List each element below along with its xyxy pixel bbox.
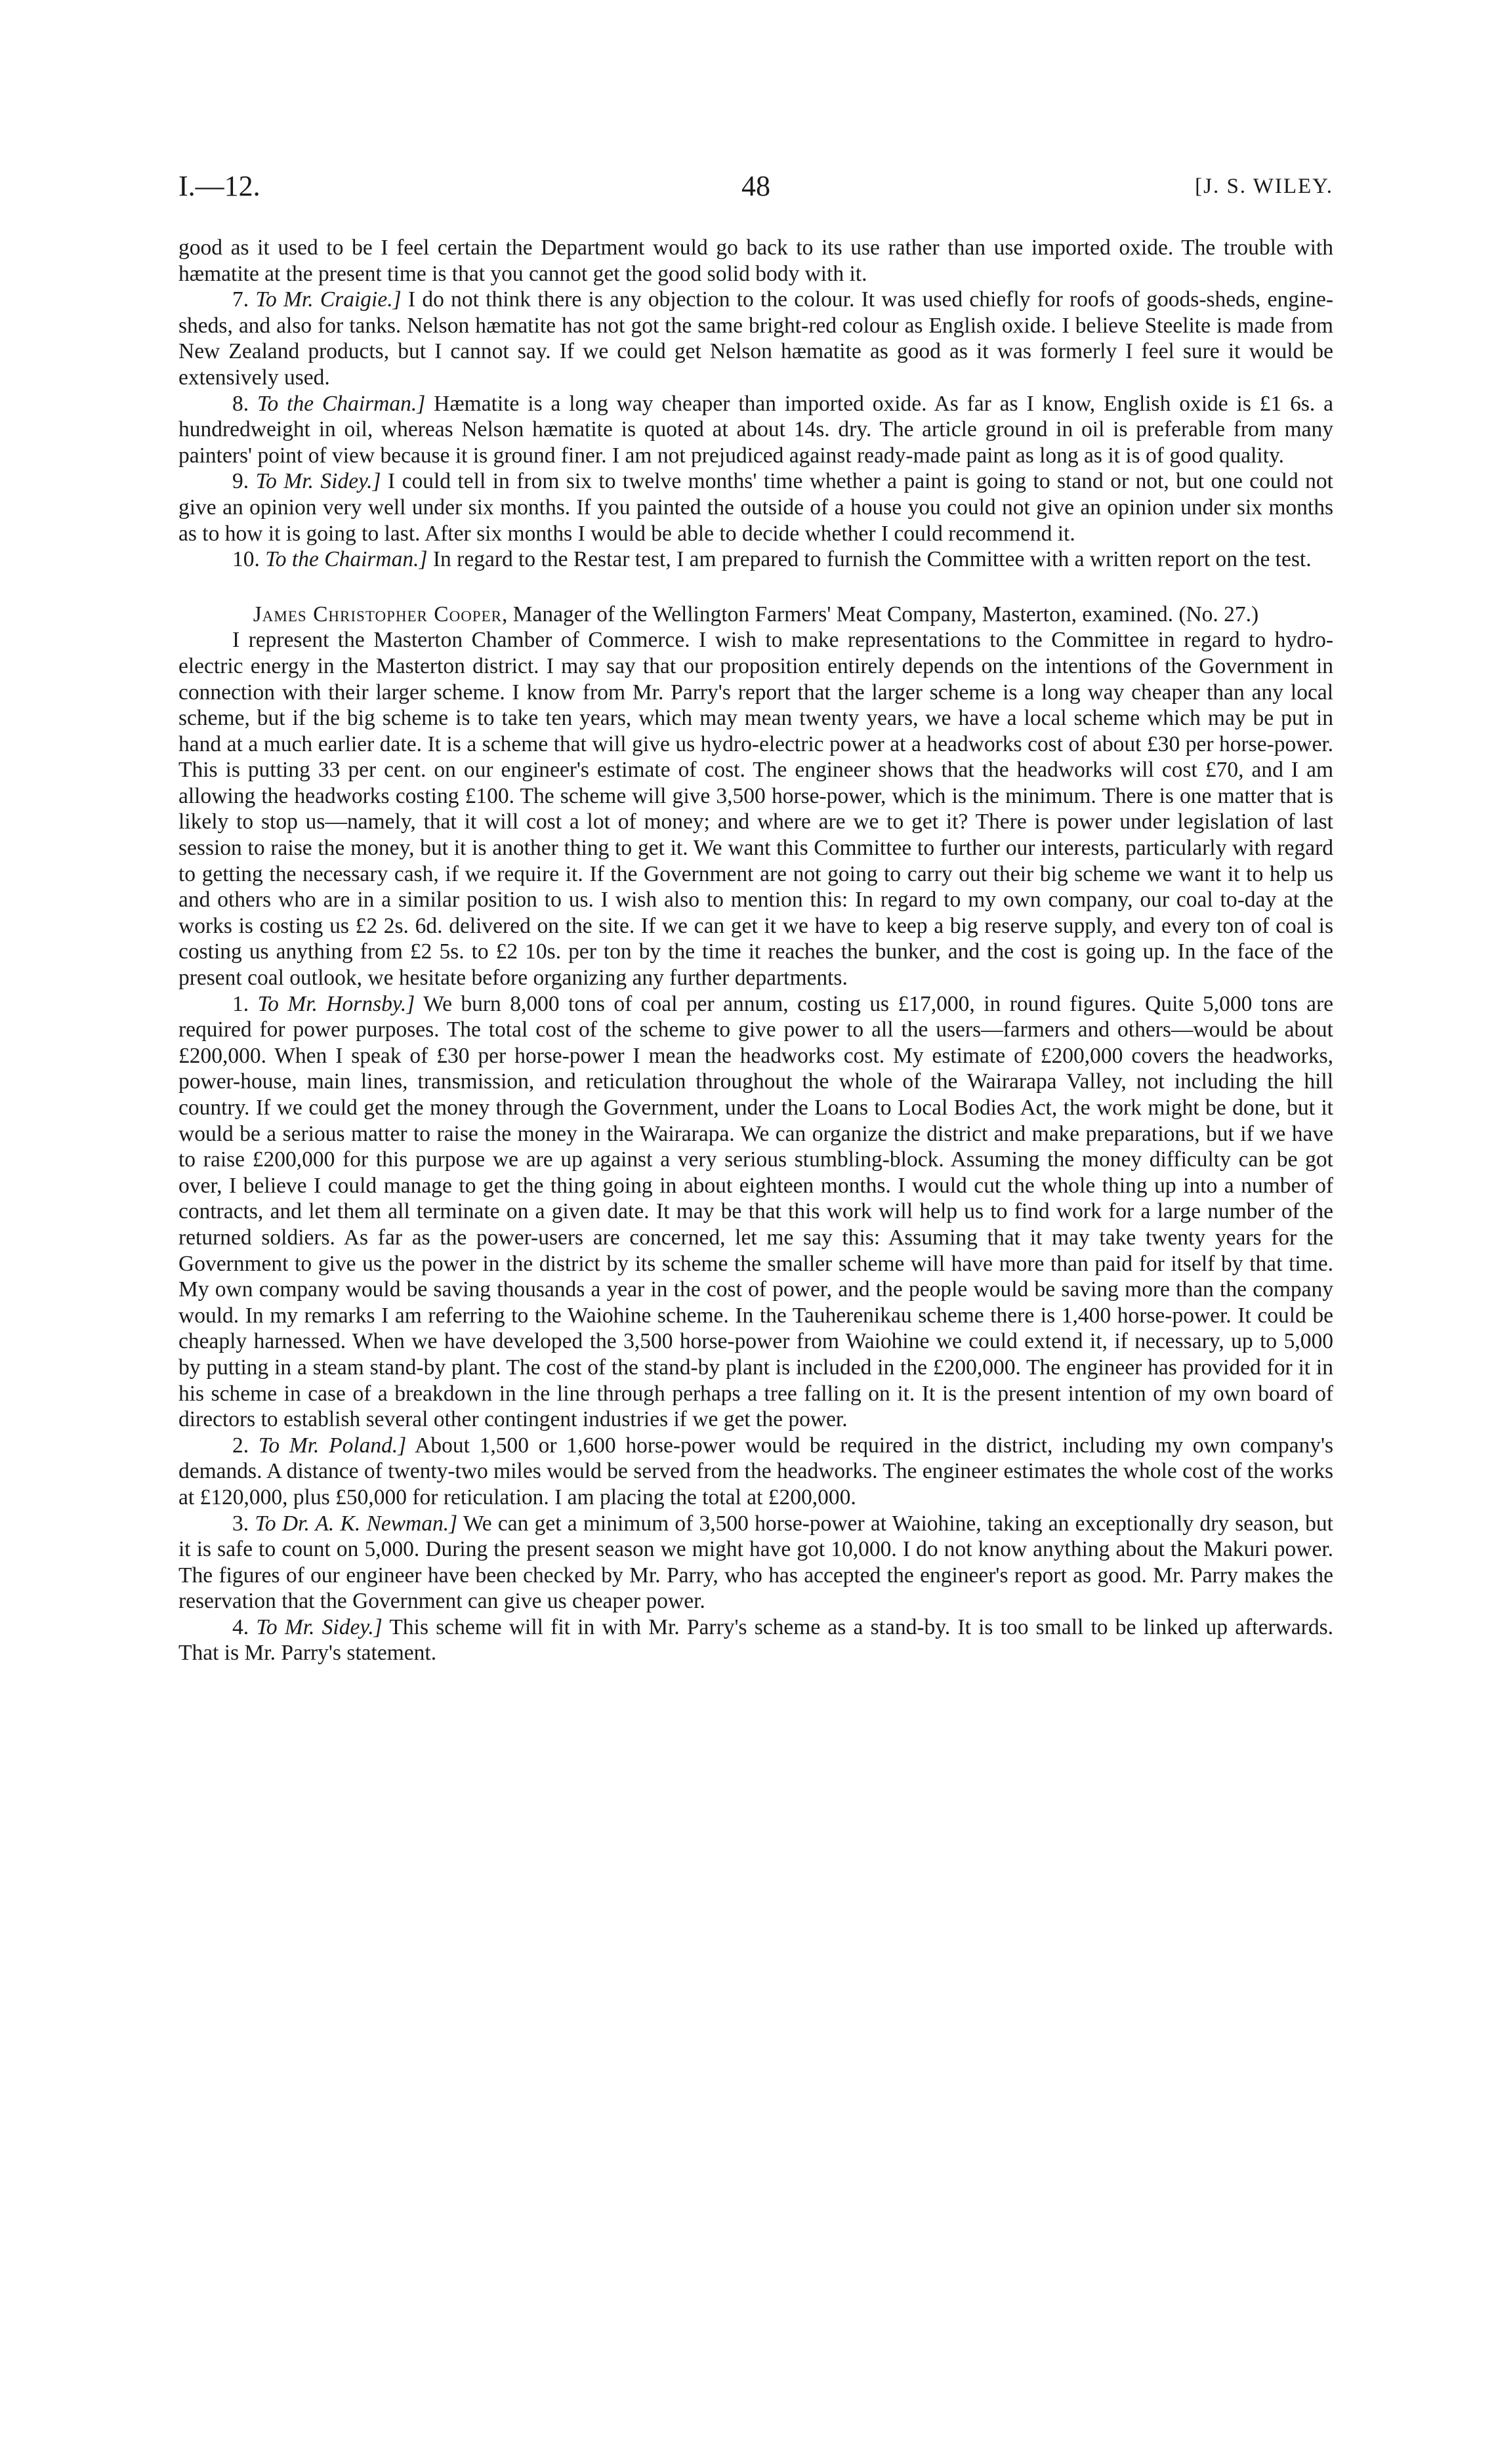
examiner-name: To Mr. Hornsby.]: [257, 991, 415, 1016]
paragraph-intro: I represent the Masterton Chamber of Commerce. I wish to make representations to the Committee in regard to hydro-electric energy in the Masterton district. I may say that our proposition entirely depends on the intentions of the Government in connection with their larger scheme. I know from Mr. Parry's report that the larger scheme is a long way cheaper than any local scheme, but if the big scheme is to take ten years, which may mean twenty years, we have a local scheme which may be put in hand at a much earlier date. It is a scheme that will give us hydro-electric power at a headworks cost of about £30 per horse-power. This is putting 33 per cent. on our engineer's estimate of cost. The engineer shows that the headworks will cost £70, and I am allowing the headworks costing £100. The scheme will give 3,500 horse-power, which is the minimum. There is one matter that is likely to stop us—namely, that it will cost a lot of money; and where are we to get it? There is power under legislation of last session to raise the money, but it is another thing to get it. We want this Committee to further our interests, particularly with regard to getting the necessary cash, if we require it. If the Government are not going to carry out their big scheme we want it to help us and others who are in a similar position to us. I wish also to mention this: In regard to my own company, our coal to-day at the works is costing us £2 2s. 6d. delivered on the site. If we can get it we have to keep a big reserve supply, and every ton of coal is costing us anything from £2 5s. to £2 10s. per ton by the time it reaches the bunker, and the cost is going up. In the face of the present coal outlook, we hesitate before organizing any further departments.: [178, 628, 1333, 991]
paragraph-text: I could tell in from six to twelve months' time whether a paint is going to stand or not, but one could not give an opinion very well under six months. If you painted the outside of a house you could not give an opinion under six months as to how it is going to last. After six months I would be able to decide whether I could recommend it.: [178, 469, 1333, 546]
examiner-name: To Mr. Sidey.]: [256, 1614, 383, 1639]
examiner-name: To the Chairman.]: [265, 547, 428, 572]
examiner-name: To Mr. Craigie.]: [255, 287, 402, 312]
examiner-name: To Dr. A. K. Newman.]: [255, 1511, 458, 1536]
paragraph-text: Hæmatite is a long way cheaper than imported oxide. As far as I know, English oxide is £1 6s. a hundredweight in oil, whereas Nelson hæmatite is quoted at about 14s. dry. The article ground in oil is preferable from many painters' point of view because it is ground finer. I am not prejudiced against ready-made paint as long as it is of good quality.: [178, 391, 1333, 468]
paragraph-continued: good as it used to be I feel certain the Department would go back to its use rather than use imported oxide. The trouble with hæmatite at the present time is that you cannot get the good solid body with it.: [178, 236, 1333, 286]
paragraph-3: [178, 1511, 1333, 1614]
paragraph-9: [178, 468, 1333, 546]
paragraph-number: 1.: [232, 991, 249, 1016]
section-gap: [178, 573, 1333, 602]
page-number: 48: [741, 170, 770, 202]
paragraph-8: [178, 391, 1333, 469]
paragraph-number: 2.: [232, 1433, 249, 1458]
paragraph-number: 7.: [232, 287, 249, 312]
paragraph-text: In regard to the Restar test, I am prepared to furnish the Committee with a written report on the test.: [432, 547, 1312, 572]
paragraph-7: [178, 287, 1333, 390]
examiner-name: To the Chairman.]: [257, 391, 426, 416]
paragraph-number: 9.: [232, 469, 249, 494]
witness-name: James Christopher Cooper: [253, 602, 502, 626]
paragraph-number: 8.: [232, 391, 249, 416]
paragraph-4: [178, 1614, 1333, 1666]
page-header: [178, 169, 1333, 209]
paragraph-text: This scheme will fit in with Mr. Parry's scheme as a stand-by. It is too small to be linked up afterwards. That is Mr. Parry's statement.: [178, 1614, 1333, 1666]
witness-heading: [178, 602, 1333, 628]
paragraph-text: We burn 8,000 tons of coal per annum, costing us £17,000, in round figures. Quite 5,000 tons are required for power purposes. The total cost of the scheme to give power to all the users—farmers and others—would be about £200,000. When I speak of £30 per horse-power I mean the headworks cost. My estimate of £200,000 covers the headworks, power-house, main lines, transmission, and reticulation throughout the whole of the Wairarapa Valley, not including the hill country. If we could get the money through the Government, under the Loans to Local Bodies Act, the work might be done, but it would be a serious matter to raise the money in the Wairarapa. We can organize the district and make preparations, but if we have to raise £200,000 for this purpose we are up against a very serious stumbling-block. Assuming the money difficulty can be got over, I believe I could manage to get the thing going in about eighteen months. I would cut the whole thing up into a number of contracts, and let them all terminate on a given date. It may be that this work will help us to find work for a large number of the returned soldiers. As far as the power-users are concerned, let me say this: Assuming that it may take twenty years for the Government to give us the power in the district by its scheme the smaller scheme will have more than paid for itself by that time. My own company would be saving thousands a year in the cost of power, and the people would be saving more than the company would. In my remarks I am referring to the Waiohine scheme. In the Tauherenikau scheme there is 1,400 horse-power. It could be cheaply harnessed. When we have developed the 3,500 horse-power from Waiohine we could extend it, if necessary, up to 5,000 by putting in a steam stand-by plant. The cost of the stand-by plant is included in the £200,000. The engineer has provided for it in his scheme in case of a breakdown in the line through perhaps a tree falling on it. It is the present intention of my own board of directors to establish several other contingent industries if we get the power.: [178, 991, 1333, 1432]
witness-description: , Manager of the Wellington Farmers' Meat Company, Masterton, examined. (No. 27.): [501, 602, 1259, 626]
witness-running-head: [J. S. WILEY.: [1195, 175, 1333, 198]
paragraph-10: [178, 546, 1333, 573]
paragraph-text: About 1,500 or 1,600 horse-power would be required in the district, including my own company's demands. A distance of twenty-two miles would be served from the headworks. The engineer estimates the whole cost of the works at £120,000, plus £50,000 for reticulation. I am placing the total at £200,000.: [178, 1433, 1334, 1509]
paragraph-text: We can get a minimum of 3,500 horse-power at Waiohine, taking an exceptionally dry season, but it is safe to count on 5,000. During the present season we might have got 10,000. I do not know anything about the Makuri power. The figures of our engineer have been checked by Mr. Parry, who has accepted the engineer's report as good. Mr. Parry makes the reservation that the Government can give us cheaper power.: [178, 1511, 1333, 1614]
paragraph-text: I do not think there is any objection to the colour. It was used chiefly for roofs of goods-sheds, engine-sheds, and also for tanks. Nelson hæmatite has not got the same bright-red colour as English oxide. I believe Steelite is made from New Zealand products, but I cannot say. If we could get Nelson hæmatite as good as it was formerly I feel sure it would be extensively used.: [178, 287, 1334, 390]
examiner-name: To Mr. Sidey.]: [255, 469, 381, 494]
paragraph-1: [178, 991, 1333, 1433]
paragraph-number: 4.: [232, 1614, 249, 1639]
document-reference: I.—12.: [178, 170, 260, 202]
paragraph-number: 3.: [232, 1511, 249, 1536]
paragraph-number: 10.: [232, 547, 260, 572]
paragraph-2: [178, 1433, 1333, 1511]
document-body: [178, 235, 1333, 1666]
examiner-name: To Mr. Poland.]: [258, 1433, 407, 1458]
